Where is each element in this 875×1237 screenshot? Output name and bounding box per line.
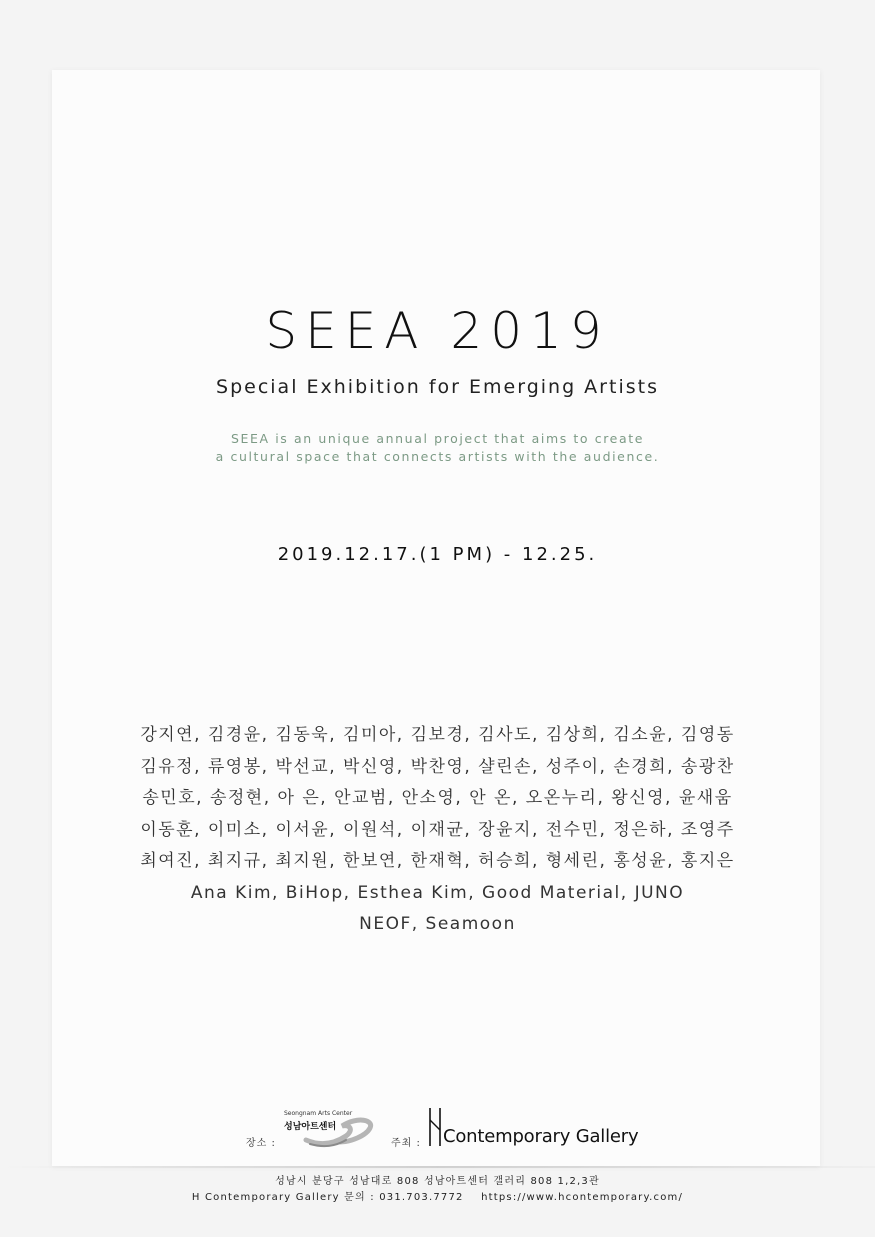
footer-logos bbox=[0, 1104, 875, 1154]
artist-line: Ana Kim, BiHop, Esthea Kim, Good Material, JUNO bbox=[190, 882, 685, 903]
seongnam-arts-center-logo bbox=[284, 1104, 380, 1148]
artist-list bbox=[0, 720, 875, 941]
artist-line: 김유정, 류영봉, 박선교, 박신영, 박찬영, 샬린손, 성주이, 손경희, 송광찬 bbox=[140, 756, 735, 777]
address-line: 성남시 분당구 성남대로 808 성남아트센터 갤러리 808 1,2,3관 bbox=[275, 1176, 600, 1187]
description-line: SEEA is an unique annual project that aims to create bbox=[230, 431, 645, 446]
artist-line: NEOF, Seamoon bbox=[359, 914, 516, 934]
venue-logo-korean: 성남아트센터 bbox=[284, 1122, 337, 1132]
poster-title: SEEA 2019 bbox=[265, 302, 610, 360]
contact-line: H Contemporary Gallery 문의 : 031.703.7772 https://www.hcontemporary.com/ bbox=[191, 1192, 684, 1203]
h-contemporary-gallery-logo bbox=[427, 1106, 637, 1150]
poster-description bbox=[0, 430, 875, 466]
poster-subtitle: Special Exhibition for Emerging Artists bbox=[216, 376, 659, 398]
artist-line: 강지연, 김경윤, 김동욱, 김미아, 김보경, 김사도, 김상희, 김소윤, 김영동 bbox=[140, 725, 735, 745]
artist-line: 송민호, 송정현, 아 은, 안교범, 안소영, 안 온, 오온누리, 왕신영, 윤새움 bbox=[142, 788, 733, 808]
host-logo-text: Contemporary Gallery bbox=[443, 1126, 639, 1147]
swoosh-icon bbox=[300, 1106, 380, 1150]
host-label: 주최 : bbox=[391, 1138, 421, 1149]
artist-line: 최여진, 최지규, 최지원, 한보연, 한재혁, 허승희, 형세린, 홍성윤, 홍지은 bbox=[140, 851, 735, 871]
footer-address bbox=[0, 1174, 875, 1206]
sheet-edge-shadow bbox=[0, 1166, 875, 1168]
artist-line: 이동훈, 이미소, 이서윤, 이원석, 이재균, 장윤지, 전수민, 정은하, 조영주 bbox=[140, 819, 735, 840]
description-line: a cultural space that connects artists with the audience. bbox=[215, 449, 660, 464]
venue-logo-english: Seongnam Arts Center bbox=[284, 1110, 353, 1117]
exhibition-date: 2019.12.17.(1 PM) - 12.25. bbox=[277, 544, 598, 565]
poster-sheet bbox=[52, 70, 820, 1166]
venue-label: 장소 : bbox=[246, 1138, 276, 1149]
